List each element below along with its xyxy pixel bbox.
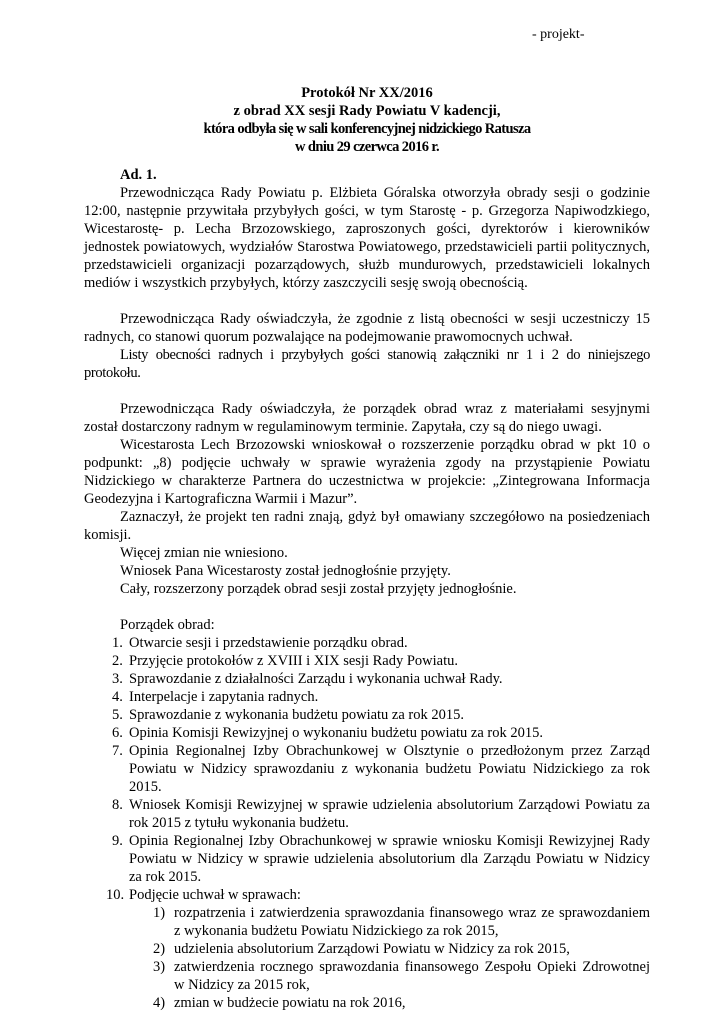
title-line-4: w dniu 29 czerwca 2016 r. — [295, 139, 439, 155]
title-line-2: z obrad XX sesji Rady Powiatu V kadencji, — [233, 103, 501, 119]
agenda-item: 9. Opinia Regionalnej Izby Obrachunkowej w sprawie wniosku Komisji Rewizyjnej Rady Powiatu w Nidzicy w sprawie udzielenia absolutorium dla Zarządu Powiatu w Nidzicy za rok 2015. — [112, 833, 650, 885]
agenda-heading: Porządek obrad: — [120, 617, 215, 633]
agenda-item: 1. Otwarcie sesji i przedstawienie porządku obrad. — [112, 635, 408, 651]
agenda-item: 6. Opinia Komisji Rewizyjnej o wykonaniu budżetu powiatu za rok 2015. — [112, 725, 543, 741]
agenda-item: 7. Opinia Regionalnej Izby Obrachunkowej w Olsztynie o przedłożonym przez Zarząd Powiatu w Nidzicy sprawozdaniu z wykonania budżetu Powiatu Nidzickiego za rok 2015. — [112, 743, 650, 795]
paragraph-quorum: Przewodnicząca Rady oświadczyła, że zgodnie z listą obecności w sesji uczestniczy 15 radnych, co stanowi quorum pozwalające na podejmowanie prawomocnych uchwał. — [84, 311, 650, 345]
agenda-subitem: 3) zatwierdzenia rocznego sprawozdania finansowego Zespołu Opieki Zdrowotnej w Nidzicy za 2015 rok, — [153, 959, 650, 993]
agenda-item: 8. Wniosek Komisji Rewizyjnej w sprawie udzielenia absolutorium Zarządowi Powiatu za rok 2015 z tytułu wykonania budżetu. — [112, 797, 650, 831]
agenda-list — [84, 634, 650, 1012]
agenda-item: 3. Sprawozdanie z działalności Zarządu i wykonania uchwał Rady. — [112, 671, 503, 687]
agenda-subitem: 2) udzielenia absolutorium Zarządowi Powiatu w Nidzicy za rok 2015, — [153, 941, 570, 957]
agenda-subitem: 1) rozpatrzenia i zatwierdzenia sprawozdania finansowego wraz ze sprawozdaniem z wykonania budżetu Powiatu Nidzickiego za rok 2015, — [153, 905, 650, 939]
document-title — [84, 84, 650, 156]
paragraph-agenda-accepted: Cały, rozszerzony porządek obrad sesji został przyjęty jednogłośnie. — [120, 581, 517, 597]
section-heading: Ad. 1. — [120, 167, 157, 183]
paragraph-motion-accepted: Wniosek Pana Wicestarosty został jednogłośnie przyjęty. — [120, 563, 451, 579]
agenda-subitem: 4) zmian w budżecie powiatu na rok 2016, — [153, 995, 406, 1011]
paragraph-no-changes: Więcej zmian nie wniesiono. — [120, 545, 288, 561]
paragraph-agenda-delivered: Przewodnicząca Rady oświadczyła, że porządek obrad wraz z materiałami sesyjnymi został dostarczony radnym w regulaminowym terminie. Zapytała, czy są do niego uwagi. — [84, 401, 650, 435]
title-line-3: która odbyła się w sali konferencyjnej nidzickiego Ratusza — [203, 121, 531, 137]
agenda-item: 10. Podjęcie uchwał w sprawach: 1) rozpatrzenia i zatwierdzenia sprawozdania finansowego wraz ze sprawozdaniem z wykonania budżetu Powiatu Nidzickiego za rok 2015, 2) udzielenia absolutorium Zarządowi Powiatu w Nidzicy za rok 2015, 3) zatwierdzenia rocznego sprawozdania finansowego Zespołu Opieki Zdrowotnej w Nidzicy za 2015 rok, 4) zmian w budżecie powiatu na rok 2016, — [106, 887, 650, 1011]
draft-mark: - projekt- — [532, 27, 585, 42]
title-line-1: Protokół Nr XX/2016 — [301, 85, 433, 101]
agenda-item: 4. Interpelacje i zapytania radnych. — [112, 689, 319, 705]
agenda-item: 2. Przyjęcie protokołów z XVIII i XIX sesji Rady Powiatu. — [112, 653, 459, 669]
paragraph-opening: Przewodnicząca Rady Powiatu p. Elżbieta Góralska otworzyła obrady sesji o godzinie 12:00, następnie przywitała przybyłych gości, w tym Starostę - p. Grzegorza Napiwodzkiego, Wicestarostę- p. Lecha Brzozowskiego, zaproszonych gości, dyrektorów i kierowników jednostek powiatowych, wydziałów Starostwa Powiatowego, przedstawicieli partii politycznych, przedstawicieli organizacji pozarządowych, służb mundurowych, przedstawicieli lokalnych mediów i wszystkich przybyłych, którzy zaszczycili sesję swoją obecnością. — [84, 185, 650, 291]
paragraph-comment: Zaznaczył, że projekt ten radni znają, gdyż był omawiany szczegółowo na posiedzeniach komisji. — [84, 509, 650, 543]
document-body — [84, 166, 650, 1012]
paragraph-attendance-lists: Listy obecności radnych i przybyłych gości stanowią załączniki nr 1 i 2 do niniejszego protokołu. — [84, 347, 650, 381]
agenda-sublist — [129, 904, 650, 1012]
agenda-item: 5. Sprawozdanie z wykonania budżetu powiatu za rok 2015. — [112, 707, 465, 723]
paragraph-motion: Wicestarosta Lech Brzozowski wnioskował o rozszerzenie porządku obrad w pkt 10 o podpunkt: „8) podjęcie uchwały w sprawie wyrażenia zgody na przystąpienie Powiatu Nidzickiego w charakterze Partnera do uczestnictwa w projekcie: „Zintegrowana Informacja Geodezyjna i Kartograficzna Warmii i Mazur”. — [84, 437, 650, 507]
